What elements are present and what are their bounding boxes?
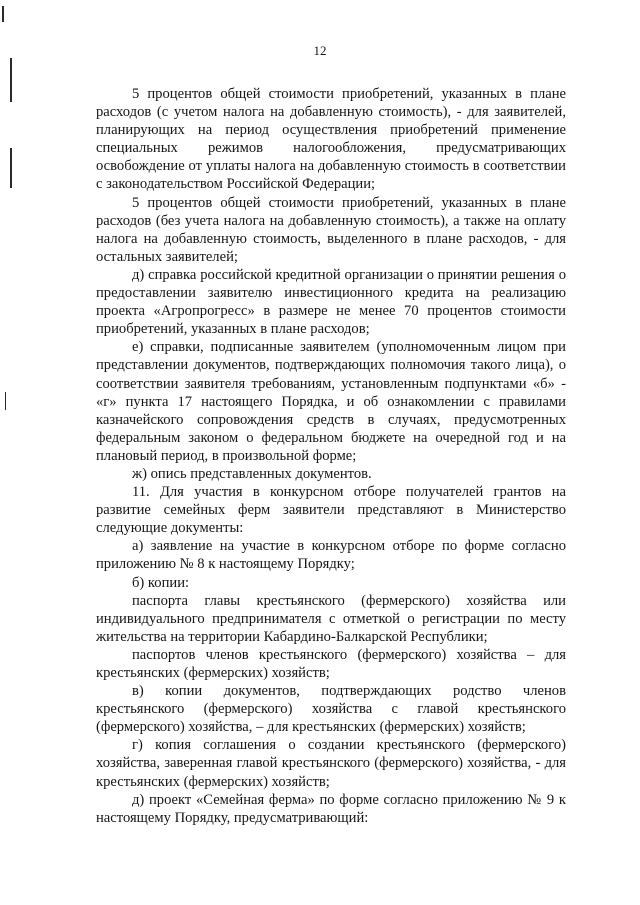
- paragraph: г) копия соглашения о создании крестьянского (фермерского) хозяйства, заверенная главой крестьянского (фермерского) хозяйства, - для крестьянских (фермерских) хозяйств;: [96, 737, 566, 790]
- scan-margin-mark: [10, 148, 12, 188]
- paragraph: а) заявление на участие в конкурсном отборе по форме согласно приложению № 8 к настоящему Порядку;: [96, 538, 566, 573]
- scan-margin-mark: [2, 6, 4, 22]
- paragraph: д) проект «Семейная ферма» по форме согласно приложению № 9 к настоящему Порядку, предусматривающий:: [96, 791, 566, 826]
- page-number: 12: [313, 43, 327, 58]
- paragraph: паспортов членов крестьянского (фермерского) хозяйства – для крестьянских (фермерских) хозяйств;: [96, 646, 566, 681]
- paragraph: д) справка российской кредитной организации о принятии решения о предоставлении заявителю инвестиционного кредита на реализацию проекта «Агропрогресс» в размере не менее 70 процентов стоимости приобретений, указанных в плане расходов;: [96, 266, 566, 338]
- scan-margin-mark: [5, 392, 6, 410]
- paragraph: в) копии документов, подтверждающих родство членов крестьянского (фермерского) хозяйства с главой крестьянского (фермерского) хозяйства, – для крестьянских (фермерских) хозяйств;: [96, 683, 566, 736]
- scan-margin-mark: [10, 58, 12, 102]
- paragraph: 5 процентов общей стоимости приобретений, указанных в плане расходов (с учетом налога на добавленную стоимость), - для заявителей, планирующих на период осуществления приобретений применение специальных режимов налогообложения, предусматривающих освобождение от уплаты налога на добавленную стоимость в соответствии с законодательством Российской Федерации;: [96, 86, 566, 193]
- paragraph: 5 процентов общей стоимости приобретений, указанных в плане расходов (без учета налога на добавленную стоимость), а также на оплату налога на добавленную стоимость, выделенного в плане расходов, - для остальных заявителей;: [96, 194, 566, 265]
- paragraph: б) копии:: [132, 574, 190, 591]
- paragraph: паспорта главы крестьянского (фермерского) хозяйства или индивидуального предпринимателя с отметкой о регистрации по месту жительства на территории Кабардино-Балкарской Республики;: [96, 592, 566, 645]
- document-body: [96, 85, 566, 827]
- paragraph: е) справки, подписанные заявителем (уполномоченным лицом при представлении документов, подтверждающих полномочия такого лица), о соответствии заявителя требованиям, установленным подпунктами «б» - «г» пункта 17 настоящего Порядка, и об ознакомлении с правилами казначейского сопровождения средств в случаях, предусмотренных федеральным законом о федеральном бюджете на очередной год и на плановый период, в произвольной форме;: [96, 339, 566, 464]
- paragraph: ж) опись представленных документов.: [132, 465, 372, 482]
- paragraph: 11. Для участия в конкурсном отборе получателей грантов на развитие семейных ферм заявители представляют в Министерство следующие документы:: [96, 484, 566, 537]
